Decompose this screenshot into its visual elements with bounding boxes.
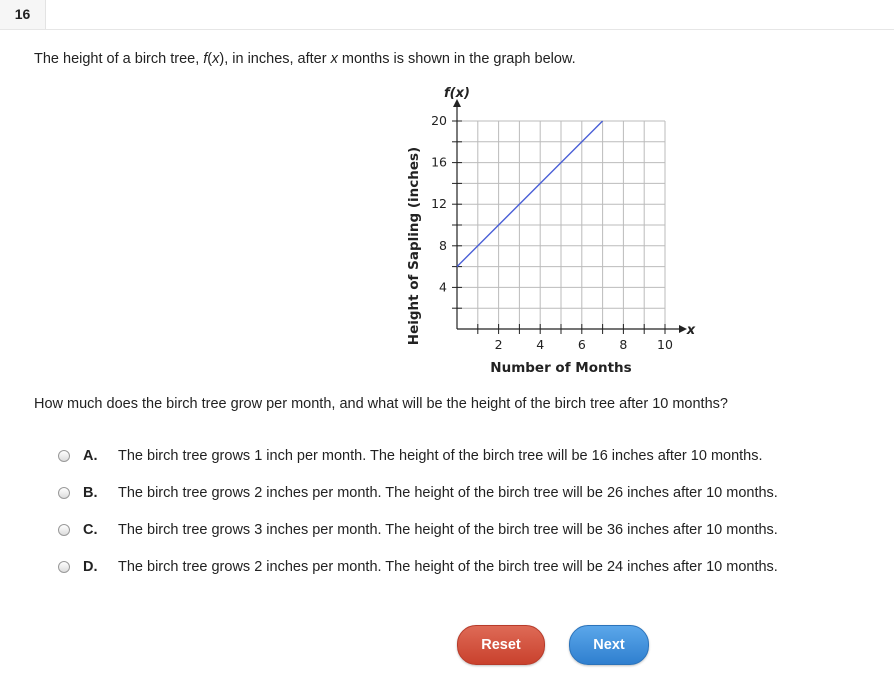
tick-marks — [452, 121, 665, 334]
y-tick-label: 12 — [431, 196, 447, 212]
x-tick-label: 2 — [494, 337, 503, 352]
radio-button[interactable] — [58, 487, 70, 499]
y-tick-label: 4 — [439, 279, 447, 295]
y-tick-label: 20 — [431, 113, 447, 128]
y-axis-label: Height of Sapling (inches) — [406, 146, 422, 346]
prompt-text-2: ( — [207, 51, 213, 67]
x-axis-label: Number of Months — [490, 360, 632, 376]
choice-text: The birch tree grows 1 inch per month. The height of the birch tree will be 16 inches after 10 months. — [118, 448, 763, 464]
radio-button[interactable] — [58, 561, 70, 573]
tick-labels — [431, 113, 673, 352]
choice-letter: D. — [83, 559, 98, 575]
x-axis-arrow — [679, 325, 687, 333]
question-text: How much does the birch tree grow per month, and what will be the height of the birch tree after 10 months? — [34, 396, 728, 412]
question-header — [0, 0, 894, 30]
x-tick-label: 10 — [657, 337, 673, 352]
choice-text: The birch tree grows 3 inches per month. The height of the birch tree will be 36 inches after 10 months. — [118, 522, 778, 538]
choice-letter: A. — [83, 448, 98, 464]
x-axis-symbol: x — [686, 323, 696, 338]
y-tick-label: 16 — [431, 154, 447, 170]
prompt-func: f — [203, 51, 208, 67]
radio-button[interactable] — [58, 524, 70, 536]
choice-d[interactable] — [58, 556, 858, 578]
choice-text: The birch tree grows 2 inches per month. The height of the birch tree will be 24 inches after 10 months. — [118, 559, 778, 575]
prompt-var-2: x — [330, 51, 338, 67]
radio-button[interactable] — [58, 450, 70, 462]
question-prompt — [34, 51, 576, 67]
choice-letter: B. — [83, 485, 98, 501]
reset-button[interactable]: Reset — [457, 625, 545, 665]
next-button[interactable]: Next — [569, 625, 649, 665]
choice-c[interactable] — [58, 519, 858, 541]
axes — [453, 99, 687, 333]
grid-lines — [457, 121, 665, 329]
choice-letter: C. — [83, 522, 98, 538]
series-line — [457, 121, 603, 267]
choice-b[interactable] — [58, 482, 858, 504]
y-tick-label: 8 — [439, 237, 447, 253]
prompt-var-1: x — [212, 51, 220, 67]
height-graph — [400, 80, 700, 380]
x-tick-label: 4 — [536, 337, 545, 352]
question-number: 16 — [0, 0, 46, 29]
function-label: f(x) — [444, 86, 470, 101]
choice-a[interactable] — [58, 445, 858, 467]
prompt-text-3: ), in inches, after — [219, 51, 331, 67]
prompt-text-4: months is shown in the graph below. — [337, 51, 576, 67]
x-tick-label: 8 — [619, 337, 628, 352]
prompt-text-1: The height of a birch tree, — [34, 51, 204, 67]
choice-text: The birch tree grows 2 inches per month. The height of the birch tree will be 26 inches after 10 months. — [118, 485, 778, 501]
series-lines — [457, 121, 603, 267]
x-tick-label: 6 — [577, 337, 586, 352]
